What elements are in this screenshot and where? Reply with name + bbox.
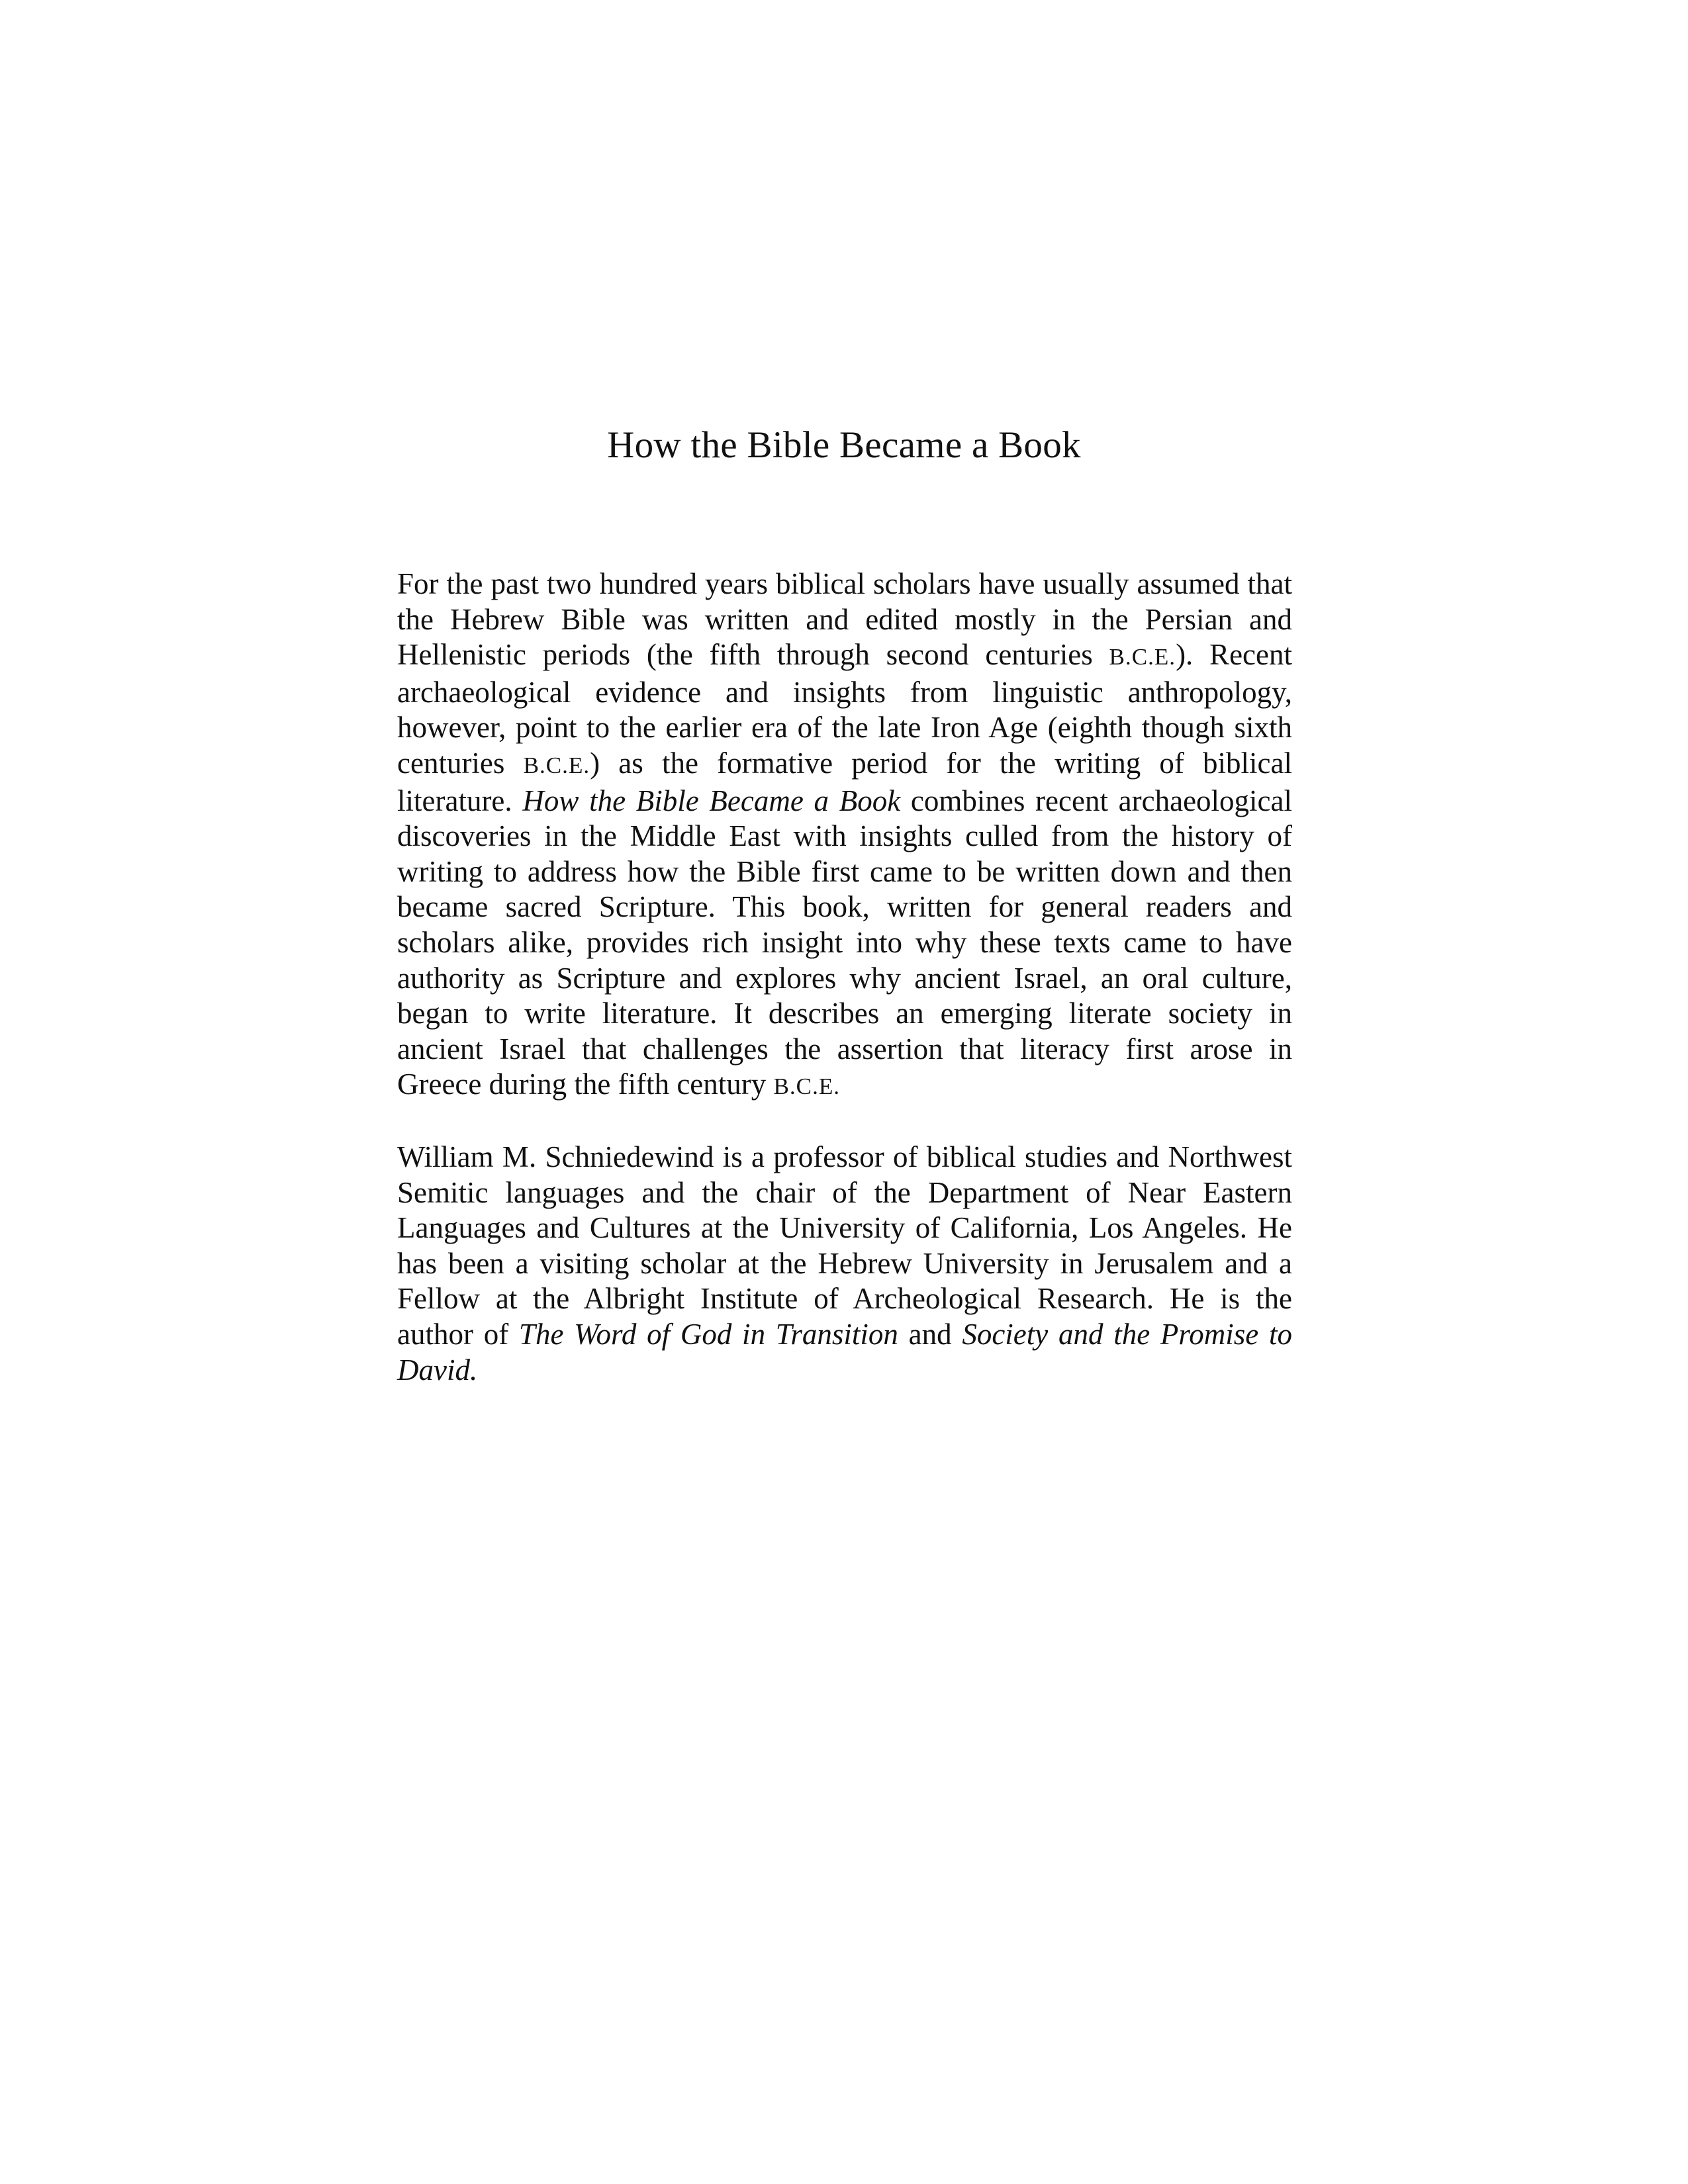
era-abbreviation: B.C.E.	[523, 752, 590, 778]
era-abbreviation: B.C.E.	[773, 1073, 841, 1100]
work-title-italic: Society and the Promise to David.	[397, 1317, 1292, 1387]
work-title-italic: The Word of God in Transition	[518, 1317, 898, 1351]
description-text: ) as the formative period for the writing of biblical literature.	[397, 746, 1292, 817]
book-title-italic: How the Bible Became a Book	[522, 784, 901, 817]
author-bio	[397, 1140, 1292, 1388]
era-abbreviation: B.C.E.	[1109, 644, 1176, 670]
description-text: combines recent archaeological discoveries in the Middle East with insights culled from the history of writing to address how the Bible first came to be written down and then became sacred Scripture. This book, written for general readers and scholars alike, provides rich insight into why these texts came to have authority as Scripture and explores why ancient Israel, an oral culture, began to write literature. It describes an emerging literate society in ancient Israel that challenges the assertion that literacy first arose in Greece during the fifth century	[397, 784, 1292, 1101]
book-description	[397, 567, 1292, 1105]
author-bio-text: William M. Schniedewind is a professor of biblical studies and Northwest Semitic languages and the chair of the Department of Near Eastern Languages and Cultures at the University of California, Los Angeles. He has been a visiting scholar at the Hebrew University in Jerusalem and a Fellow at the Albright Institute of Archeological Research. He is the author of	[397, 1140, 1292, 1351]
description-text: ). Recent archaeological evidence and insights from linguistic anthropology, however, point to the earlier era of the late Iron Age (eighth though sixth centuries	[397, 638, 1292, 780]
author-bio-text: and	[898, 1317, 962, 1351]
description-text: For the past two hundred years biblical scholars have usually assumed that the Hebrew Bible was written and edited mostly in the Persian and Hellenistic periods (the fifth through second centuries	[397, 567, 1292, 672]
page-title: How the Bible Became a Book	[607, 424, 1081, 466]
